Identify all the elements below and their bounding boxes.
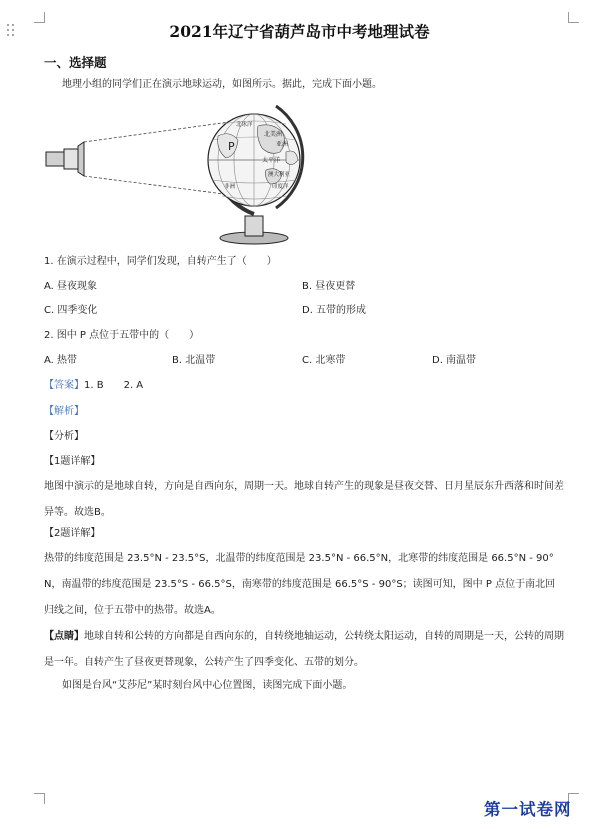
globe-figure (40, 96, 310, 246)
detail-1-text: 地图中演示的是地球自转，方向是自西向东，周期一天。地球自转产生的现象是昼夜交替、日月星辰东升西落和时间差异等。故选B。 (44, 481, 564, 518)
globe-label-north-america: 北美洲 (264, 131, 283, 138)
section-heading: 一、选择题 (44, 55, 107, 70)
globe-label-arctic: 北冰洋 (236, 122, 253, 128)
globe-label-p: P (228, 140, 235, 153)
answer-line (44, 379, 143, 393)
q1-stem: 1. 在演示过程中，同学们发现，自转产生了（ ） (44, 256, 277, 267)
corner-mark-bottom-left (34, 793, 45, 804)
answer-tag: 【答案】 (44, 380, 84, 391)
globe-label-pacific: 太平洋 (262, 157, 281, 164)
flashlight-icon (46, 142, 84, 176)
tip-paragraph (44, 624, 564, 676)
q1-option-c[interactable]: C. 四季变化 (44, 305, 98, 316)
detail-2-text: 热带的纬度范围是 23.5°N - 23.5°S，北温带的纬度范围是 23.5°N - 66.5°N，北寒带的纬度范围是 66.5°N - 90°N，南温带的纬度范围是 23.5°S - 66.5°S，南寒带的纬度范围是 66.5°S - 90°S；读图可知，图中 P 点位于南北回归线之间，位于五带中的热带。故选A。 (44, 553, 556, 616)
tip-tag: 【点睛】 (44, 631, 84, 642)
q2-stem: 2. 图中 P 点位于五带中的（ ） (44, 330, 200, 341)
q1-option-a[interactable]: A. 昼夜现象 (44, 281, 98, 292)
globe-label-asia: 亚洲 (276, 141, 289, 148)
analysis-subtag: 【分析】 (44, 431, 84, 442)
globe-icon (208, 114, 300, 206)
watermark-logo: 第一试卷网 (484, 800, 572, 819)
intro-text: 地理小组的同学们正在演示地球运动，如图所示。据此，完成下面小题。 (62, 79, 382, 90)
answer-text: 1. B 2. A (84, 380, 144, 391)
q2-option-d[interactable]: D. 南温带 (432, 355, 477, 366)
globe-label-indian-ocean: 印度洋 (272, 184, 289, 190)
q1-option-d[interactable]: D. 五带的形成 (302, 305, 367, 316)
next-intro-text: 如图是台风“艾莎尼”某时刻台风中心位置图，读图完成下面小题。 (62, 680, 353, 691)
q2-option-a[interactable]: A. 热带 (44, 355, 78, 366)
tip-text: 地球自转和公转的方向都是自西向东的，自转绕地轴运动，公转绕太阳运动，自转的周期是一天，公转的周期是一年。自转产生了昼夜更替现象，公转产生了四季变化、五带的划分。 (44, 631, 564, 668)
q2-option-b[interactable]: B. 北温带 (172, 355, 216, 366)
detail-2-tag: 【2题详解】 (44, 528, 101, 539)
detail-1-tag: 【1题详解】 (44, 456, 101, 467)
page-title: 2021年辽宁省葫芦岛市中考地理试卷 (169, 22, 430, 41)
globe-label-australia: 澳大利亚 (268, 172, 291, 178)
q2-option-c[interactable]: C. 北寒带 (302, 355, 346, 366)
globe-label-africa: 非洲 (224, 184, 236, 190)
q1-option-b[interactable]: B. 昼夜更替 (302, 281, 356, 292)
analysis-tag: 【解析】 (44, 406, 84, 417)
